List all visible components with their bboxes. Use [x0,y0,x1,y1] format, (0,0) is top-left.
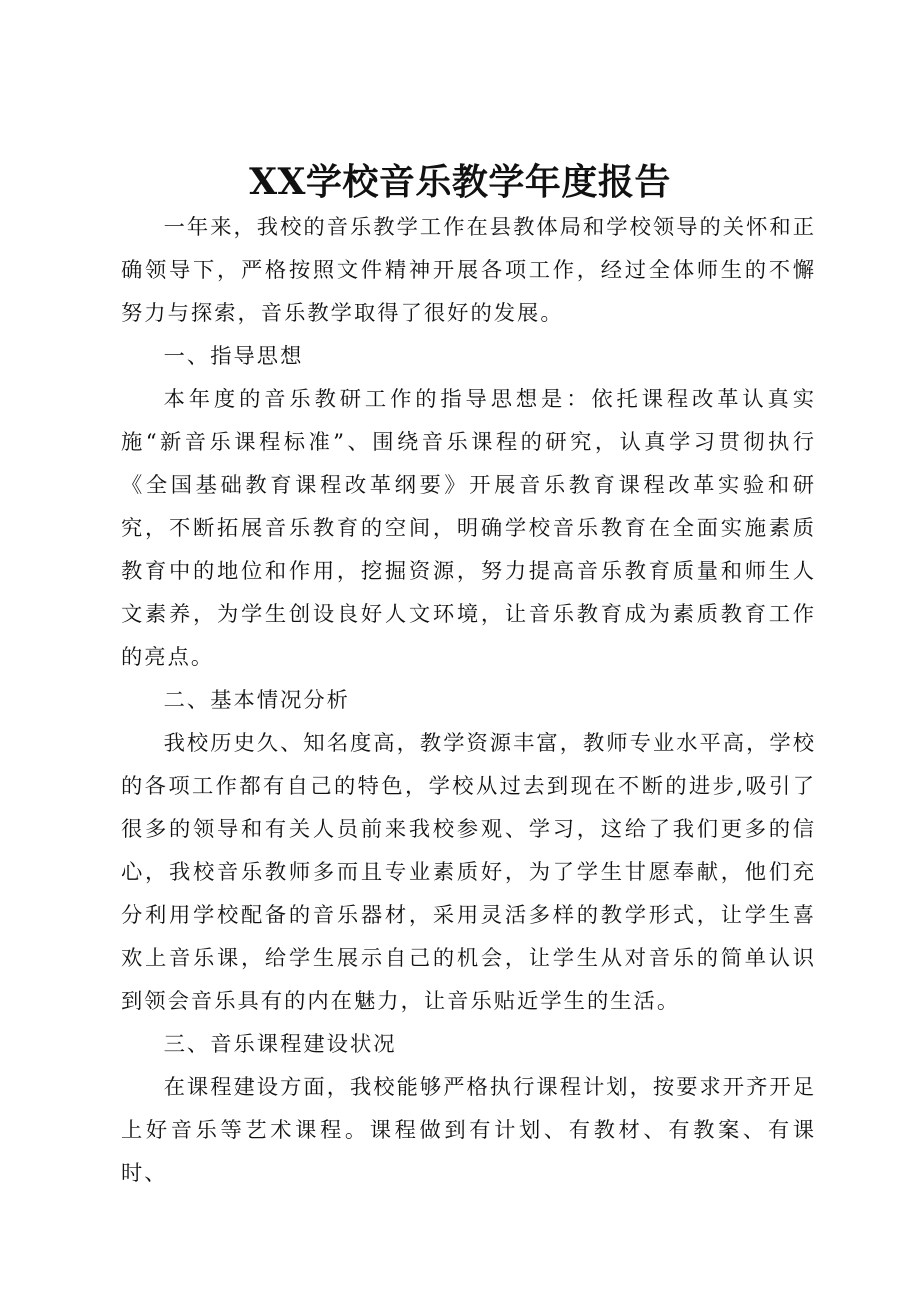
document-body [121,206,816,1195]
section-heading-course-construction: 三、音乐课程建设状况 [163,1032,397,1057]
section-heading-basic-situation: 二、基本情况分析 [163,688,350,713]
document-title: XX学校音乐教学年度报告 [249,161,671,203]
guiding-ideology-paragraph: 本年度的音乐教研工作的指导思想是：依托课程改革认真实施“新音乐课程标准”、围绕音乐课程的研究，认真学习贯彻执行《全国基础教育课程改革纲要》开展音乐教育课程改革实验和研究，不断拓展音乐教育的空间，明确学校音乐教育在全面实施素质教育中的地位和作用，挖掘资源，努力提高音乐教育质量和师生人文素养，为学生创设良好人文环境，让音乐教育成为素质教育工作的亮点。 [121,387,816,670]
intro-paragraph: 一年来，我校的音乐教学工作在县教体局和学校领导的关怀和正确领导下，严格按照文件精神开展各项工作，经过全体师生的不懈努力与探索，音乐教学取得了很好的发展。 [121,215,816,326]
basic-situation-paragraph: 我校历史久、知名度高，教学资源丰富，教师专业水平高，学校的各项工作都有自己的特色，学校从过去到现在不断的进步,吸引了很多的领导和有关人员前来我校参观、学习，这给了我们更多的信心，我校音乐教师多而且专业素质好，为了学生甘愿奉献，他们充分利用学校配备的音乐器材，采用灵活多样的教学形式，让学生喜欢上音乐课，给学生展示自己的机会，让学生从对音乐的简单认识到领会音乐具有的内在魅力，让音乐贴近学生的生活。 [121,731,816,1014]
section-heading-guiding-ideology: 一、指导思想 [163,344,304,369]
course-construction-paragraph: 在课程建设方面，我校能够严格执行课程计划，按要求开齐开足上好音乐等艺术课程。课程做到有计划、有教材、有教案、有课时、 [121,1075,816,1186]
